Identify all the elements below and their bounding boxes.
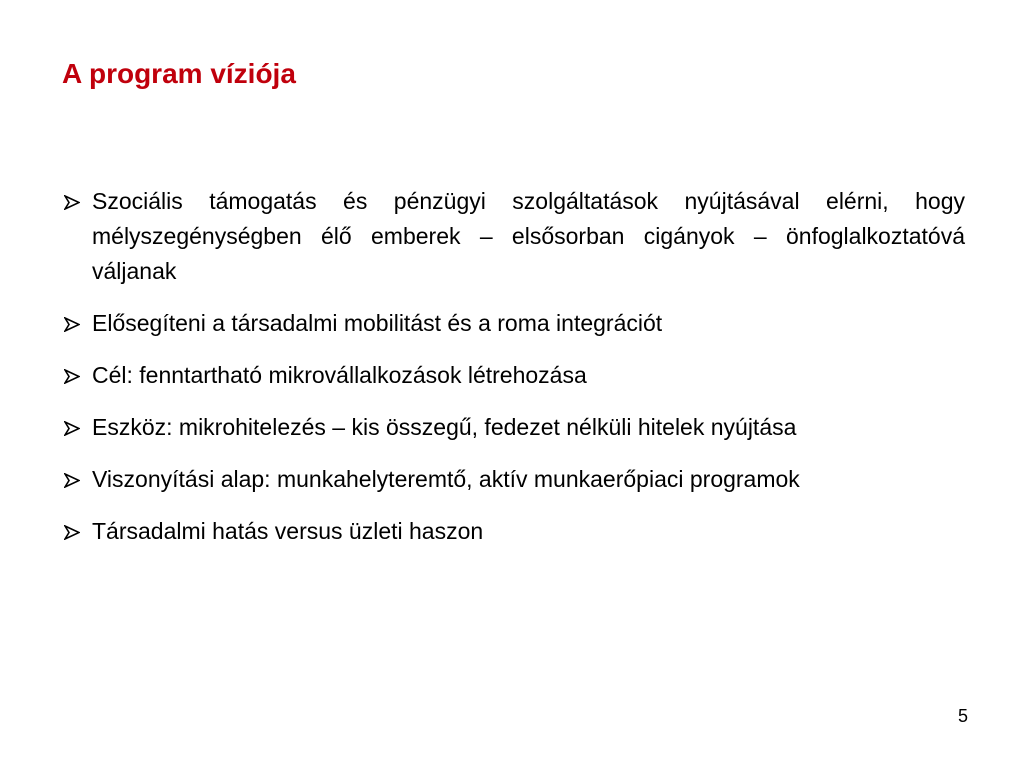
arrowhead-bullet-icon [64,525,80,540]
bullet-item [62,306,965,341]
bullet-item [62,184,965,289]
arrowhead-bullet-icon [64,317,80,332]
bullet-text: Viszonyítási alap: munkahelyteremtő, aktív munkaerőpiaci programok [92,466,800,492]
bullet-text: Elősegíteni a társadalmi mobilitást és a roma integrációt [92,310,663,336]
bullet-text: Eszköz: mikrohitelezés – kis összegű, fedezet nélküli hitelek nyújtása [92,414,797,440]
bullet-item [62,410,965,445]
arrowhead-bullet-icon [64,195,80,210]
arrowhead-bullet-icon [64,473,80,488]
bullet-item [62,358,965,393]
bullet-item [62,462,965,497]
page-number: 5 [957,706,968,726]
bullet-text: Szociális támogatás és pénzügyi szolgáltatások nyújtásával elérni, hogy mélyszegénységben élő emberek – elsősorban cigányok – önfoglalkoztatóvá váljanak [92,188,965,284]
bullet-text: Cél: fenntartható mikrovállalkozások létrehozása [92,362,587,388]
bullet-list [62,184,965,566]
bullet-item [62,514,965,549]
bullet-text: Társadalmi hatás versus üzleti haszon [92,518,484,544]
slide-title: A program víziója [62,58,296,89]
arrowhead-bullet-icon [64,369,80,384]
arrowhead-bullet-icon [64,421,80,436]
